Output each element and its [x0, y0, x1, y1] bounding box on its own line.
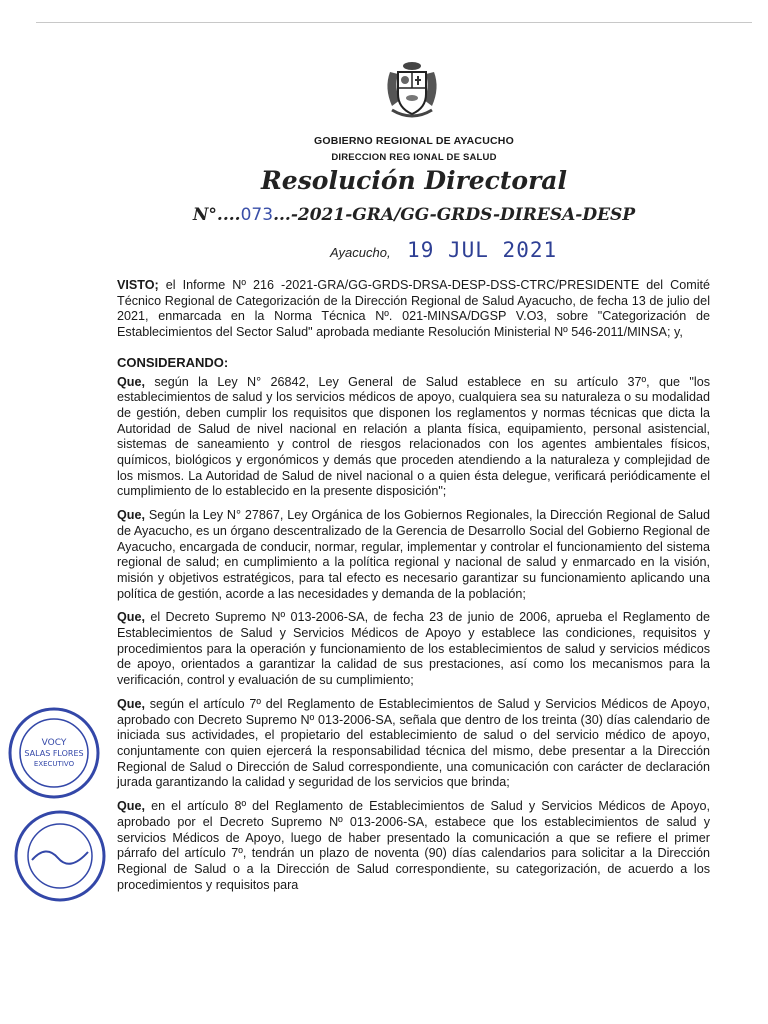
- paragraph-lead: Que,: [117, 610, 145, 625]
- considerando-heading: CONSIDERANDO:: [117, 354, 229, 370]
- paragraph-text: según la Ley N° 26842, Ley General de Salud establece en su artículo 37º, que "los establecimientos de salud y los servicios médicos de apoyo, cualquiera sea su naturaleza o su modalidad de gestión, deben cumplir los requisitos que disponen los reglamentos y normas técnicas que dicta la Autoridad de Salud de nivel nacional en relación a planta física, equipamiento, personal asistencial, sistemas de saneamiento y control de riesgos relacionados con los agentes ambientales físicos, químicos, biológicos y ergonómicos y demás que proceden atendiendo a la naturaleza y complejidad de los mismos. La Autoridad de Salud de nivel nacional o a quien ésta delegue, verificará periódicamente el cumplimiento de lo establecido en la presente disposición";: [117, 374, 710, 499]
- date-stamp: 19 JUL 2021: [407, 238, 558, 262]
- official-seal-icon: [6, 705, 102, 801]
- svg-text:SALAS FLORES: SALAS FLORES: [24, 749, 84, 758]
- paragraph-lead: Que,: [117, 799, 145, 814]
- government-name: GOBIERNO REGIONAL DE AYACUCHO: [314, 135, 514, 147]
- paragraph-text: en el artículo 8º del Reglamento de Establecimientos de Salud y Servicios Médicos de Apoyo, aprobado por el Decreto Supremo Nº 013-2006-SA, estabece que los establecimientos de salud y servicios Médicos de Apoyo, luego de haber presentado la comunicación a que se refiere el primer párrafo del artículo 7º, tendrán un plazo de noventa (90) días calendarios para solicitar a la Dirección Regional de Salud o a la Dirección de Salud correspondiente, su categorización, de acuerdo a los procedimientos y requisitos para: [117, 799, 710, 892]
- svg-text:VOCY: VOCY: [41, 738, 67, 748]
- date-line: [330, 238, 557, 262]
- paragraph-text: el Decreto Supremo Nº 013-2006-SA, de fecha 23 de junio de 2006, aprueba el Reglamento de Establecimientos de Salud y Servicios Médicos de Apoyo y establece las condiciones, requisitos y procedimientos para la operación y funcionamiento de los establecimientos de salud y servicios médicos de apoyo, orientados a garantizar la calidad de sus prestaciones, así como los mecanismos para la verificación, control y evaluación de su cumplimiento;: [117, 610, 710, 688]
- paragraph: [117, 610, 710, 689]
- visto-label: VISTO;: [117, 278, 159, 292]
- signature-seal-icon: [12, 808, 108, 904]
- svg-text:EXECUTIVO: EXECUTIVO: [33, 760, 75, 768]
- visto-paragraph: [117, 278, 710, 341]
- top-rule: [36, 22, 752, 23]
- number-prefix: N°....: [192, 205, 241, 225]
- paragraph: [117, 375, 710, 501]
- paragraph-text: según el artículo 7º del Reglamento de Establecimientos de Salud y Servicios Médicos de Apoyo, aprobado con Decreto Supremo Nº 013-2006-SA, señala que dentro de los treinta (30) días calendario de iniciada sus actividades, el propietario del establecimiento de salud o del servicio médico de apoyo, conjuntamente con quien ejercerá la responsabilidad técnica del mismo, debe presentar a la Dirección Regional de Salud o Dirección de Salud correspondiente, una comunicación con carácter de declaración jurada garantizando la calidad y seguridad de los servicios que brinda;: [117, 696, 710, 790]
- paragraph-lead: Que,: [117, 508, 145, 523]
- number-suffix: ...-2021-GRA/GG-GRDS-DIRESA-DESP: [273, 205, 636, 225]
- handwritten-number: 073: [240, 205, 274, 225]
- visto-text: el Informe Nº 216 -2021-GRA/GG-GRDS-DRSA-DESP-DSS-CTRC/PRESIDENTE del Comité Técnico Regional de Categorización de la Dirección Regional de Salud Ayacucho, de fecha 13 de julio del 2021, enmarcada en la Norma Técnica Nº. 021-MINSA/DGSP V.O3, sobre "Categorización de Establecimientos del Sector Salud" aprobada mediante Resolución Ministerial Nº 546-2011/MINSA; y,: [117, 278, 710, 340]
- paragraph: [117, 697, 710, 791]
- paragraph: [117, 799, 710, 893]
- document-body: [117, 278, 710, 901]
- place-name: Ayacucho,: [330, 245, 391, 260]
- coat-of-arms-icon: [382, 58, 442, 124]
- paragraph-lead: Que,: [117, 696, 145, 711]
- paragraph: [117, 508, 710, 602]
- direction-name: DIRECCION REG IONAL DE SALUD: [331, 152, 497, 163]
- paragraph-text: Según la Ley N° 27867, Ley Orgánica de los Gobiernos Regionales, la Dirección Regional de Salud de Ayacucho, es un órgano descentralizado de la Gerencia de Desarrollo Social del Gobierno Regional de Ayacucho, encargada de conducir, normar, regular, implementar y controlar el funcionamiento del sistema regional de salud; en cumplimiento a la política regional y nacional de salud y enmarcado en la visión, misión y objetivos estratégicos, para tal efecto es necesario garantizar su funcionamiento aplicando una política de gestión, acorde a las necesidades y demanda de la población;: [117, 508, 710, 601]
- paragraph-lead: Que,: [117, 374, 145, 389]
- resolution-number: [0, 205, 768, 225]
- document-title: Resolución Directoral: [261, 166, 567, 195]
